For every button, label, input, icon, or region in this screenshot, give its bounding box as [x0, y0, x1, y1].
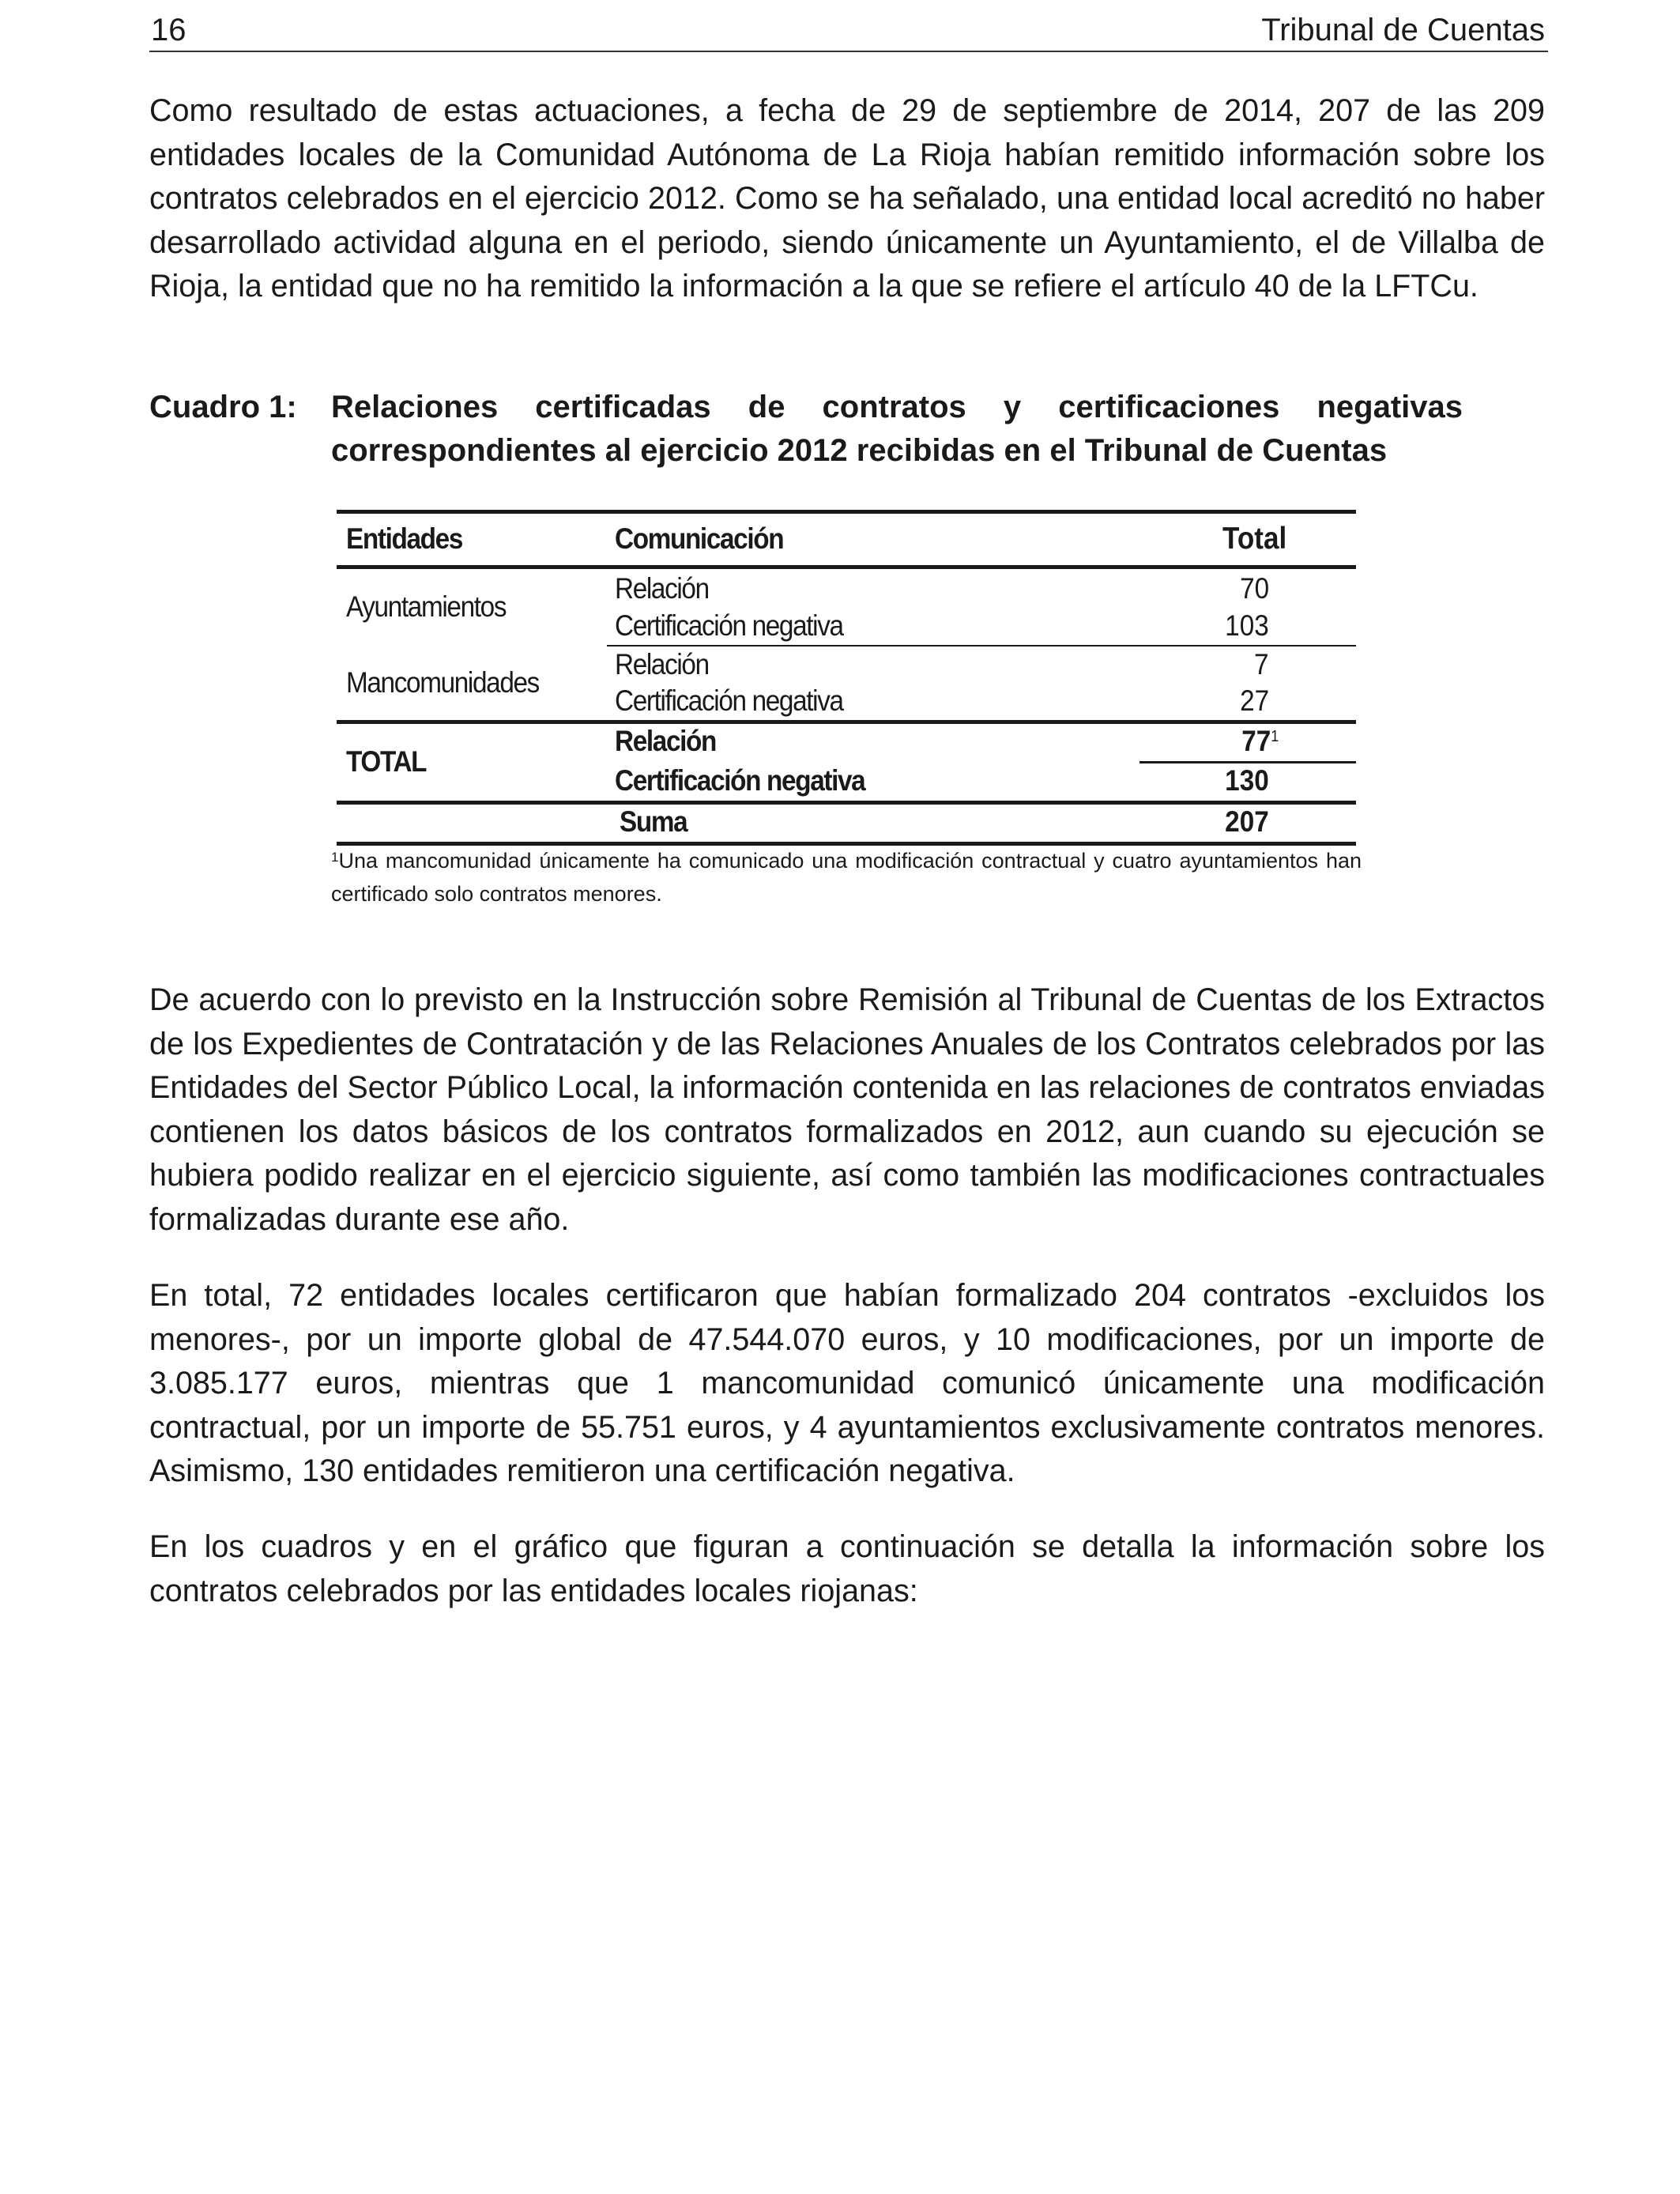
- mancomunidades-relacion: Relación: [615, 648, 709, 680]
- total-cert: Certificación negativa: [615, 764, 865, 797]
- paragraph-cuadros: En los cuadros y en el gráfico que figuran a continuación se detalla la información sobre los contratos celebrados por las entidades locales riojanas:: [149, 1529, 1545, 1608]
- suma-label: Suma: [620, 805, 687, 838]
- ayuntamientos-cert-total: 103: [1225, 609, 1269, 642]
- header-entidades: Entidades: [346, 522, 462, 555]
- caption-text: Relaciones certificadas de contratos y certificaciones negativas correspondientes al ejercicio 2012 recibidas en el Tribunal de Cuentas: [331, 390, 1463, 468]
- row-total-label: TOTAL: [346, 745, 427, 778]
- ayuntamientos-relacion: Relación: [615, 572, 709, 605]
- footnote-marker: 1: [331, 850, 339, 865]
- row-ayuntamientos-label: Ayuntamientos: [346, 590, 507, 623]
- row-mancomunidades-label: Mancomunidades: [346, 666, 539, 699]
- total-cert-total: 130: [1225, 764, 1269, 797]
- total-relacion-note: 1: [1270, 728, 1279, 745]
- ayuntamientos-cert: Certificación negativa: [615, 609, 843, 642]
- paragraph-totales: En total, 72 entidades locales certificaron que habían formalizado 204 contratos -excluidos los menores-, por un importe global de 47.544.070 euros, y 10 modificaciones, por un importe de 3.085.177 euros, mientras que 1 mancomunidad comunicó únicamente una modificación contractual, por un importe de 55.751 euros, y 4 ayuntamientos exclusivamente contratos menores. Asimismo, 130 entidades remitieron una certificación negativa.: [149, 1278, 1545, 1488]
- total-relacion: Relación: [615, 725, 716, 757]
- total-relacion-value: 77: [1241, 725, 1271, 757]
- ayuntamientos-relacion-total: 70: [1239, 572, 1269, 605]
- paragraph-instruccion: De acuerdo con lo previsto en la Instrucción sobre Remisión al Tribunal de Cuentas de los Extractos de los Expedientes de Contratación y de las Relaciones Anuales de los Contratos celebrados por las Entidades del Sector Público Local, la información contenida en las relaciones de contratos enviadas contienen los datos básicos de los contratos formalizados en 2012, aun cuando su ejecución se hubiera podido realizar en el ejercicio siguiente, así como también las modificaciones contractuales formalizadas durante ese año.: [149, 982, 1545, 1237]
- header-bottom-rule: [337, 565, 1356, 569]
- mancomunidades-bottom-rule: [337, 720, 1356, 724]
- mancomunidades-cert-total: 27: [1239, 684, 1269, 717]
- page-header: [149, 11, 1548, 52]
- running-title: Tribunal de Cuentas: [1261, 13, 1545, 47]
- total-relacion-total: [1241, 723, 1279, 760]
- footnote-text: Una mancomunidad únicamente ha comunicado una modificación contractual y cuatro ayuntamientos han certificado solo contratos menores.: [331, 849, 1362, 906]
- table-top-rule: [337, 510, 1356, 514]
- ayuntamientos-bottom-rule: [607, 645, 1356, 647]
- mancomunidades-relacion-total: 7: [1254, 648, 1269, 680]
- mancomunidades-cert: Certificación negativa: [615, 684, 843, 717]
- suma-total: 207: [1225, 805, 1269, 838]
- caption-label: Cuadro 1:: [149, 390, 297, 424]
- header-total: Total: [1222, 522, 1286, 556]
- header-comunicacion: Comunicación: [615, 522, 784, 555]
- contracts-table: [337, 510, 1356, 838]
- table-footnote: [331, 844, 1362, 910]
- total-bottom-rule: [337, 801, 1356, 805]
- page-number: 16: [151, 13, 186, 47]
- paragraph-intro: Como resultado de estas actuaciones, a fecha de 29 de septiembre de 2014, 207 de las 209 entidades locales de la Comunidad Autónoma de La Rioja habían remitido información sobre los contratos celebrados en el ejercicio 2012. Como se ha señalado, una entidad local acreditó no haber desarrollado actividad alguna en el periodo, siendo únicamente un Ayuntamiento, el de Villalba de Rioja, la entidad que no ha remitido la información a la que se refiere el artículo 40 de la LFTCu.: [149, 93, 1545, 303]
